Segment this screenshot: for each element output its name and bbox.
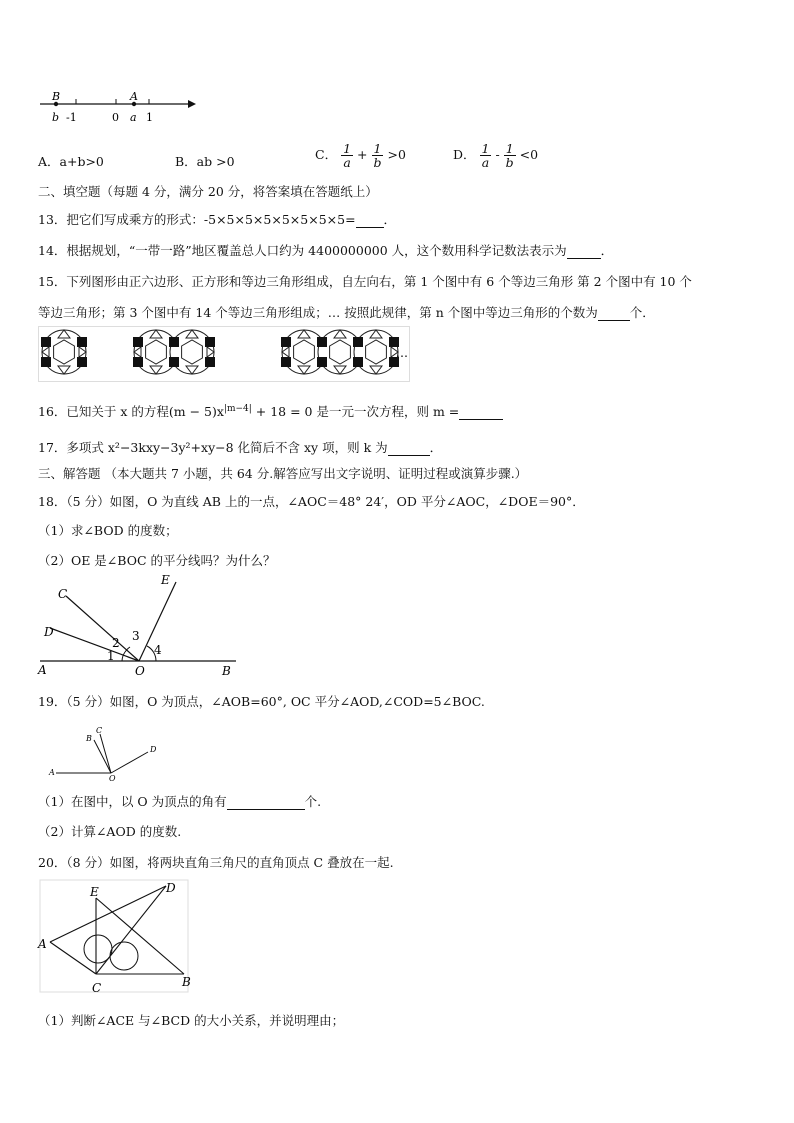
- question-18: 18．（5 分）如图，O 为直线 AB 上的一点，∠AOC＝48° 24′，OD 平分∠AOC，∠DOE＝90°．: [38, 494, 585, 509]
- triangle-rulers-figure: [36, 878, 194, 1000]
- number-line-figure: [38, 90, 203, 126]
- square-tile: [133, 357, 143, 367]
- option-d-tail: <0: [519, 147, 539, 162]
- question-14: 14．根据规划，“一带一路”地区覆盖总人口约为 4400000000 人，这个数用科学记数法表示为 ．: [38, 243, 614, 258]
- square-tile: [133, 337, 143, 347]
- square-tile: [205, 357, 215, 367]
- square-tile: [353, 337, 363, 347]
- plus-sign: +: [357, 147, 368, 162]
- question-20: 20．（8 分）如图，将两块直角三角尺的直角顶点 C 叠放在一起.: [38, 855, 394, 870]
- tick-label-0: 0: [112, 111, 119, 124]
- point-a-label: A: [38, 663, 47, 677]
- answer-blank: [227, 797, 305, 810]
- point-c-label: C: [92, 981, 102, 995]
- point-e-label: E: [161, 573, 170, 587]
- angle-figure-q18: [36, 572, 246, 680]
- point-d-label: D: [166, 881, 176, 895]
- angle-3-label: 3: [132, 629, 140, 643]
- angle-2-label: 2: [112, 636, 120, 650]
- section-2-heading: 二、填空题（每题 4 分，满分 20 分，将答案填在答题纸上）: [38, 184, 378, 199]
- point-a-label: A: [38, 937, 47, 951]
- fraction-1-over-b: $\frac{1}{b}$: [373, 141, 382, 170]
- fraction-1-over-a: $\frac{1}{a}$: [343, 141, 352, 170]
- question-15-line-1: 15．下列图形由正六边形、正方形和等边三角形组成，自左向右，第 1 个图中有 6 个等边三角形 第 2 个图中有 10 个: [38, 274, 692, 289]
- square-tile: [77, 357, 87, 367]
- point-a-label: A: [130, 90, 138, 103]
- point-c-label: C: [96, 726, 103, 735]
- question-19: 19．（5 分）如图，O 为顶点，∠AOB=60°, OC 平分∠AOD,∠COD=5∠BOC.: [38, 694, 485, 709]
- square-tile: [169, 337, 179, 347]
- square-tile: [41, 337, 51, 347]
- question-19-part-2: （2）计算∠AOD 的度数.: [38, 824, 182, 839]
- question-18-part-1: （1）求∠BOD 的度数；: [38, 523, 178, 538]
- tick-label-a: a: [130, 111, 137, 124]
- tick-label-1: 1: [146, 111, 153, 124]
- option-d: [453, 142, 538, 169]
- point-d-label: D: [150, 745, 157, 754]
- option-c-prefix: C．: [315, 147, 338, 162]
- question-17: 17．多项式 x²−3kxy−3y²+xy−8 化简后不含 xy 项，则 k 为 ．: [38, 440, 443, 455]
- answer-blank: [459, 407, 503, 420]
- point-o-label: O: [135, 664, 145, 678]
- angle-1-label: 1: [107, 649, 115, 663]
- square-tile: [41, 357, 51, 367]
- fraction-1-over-b: $\frac{1}{b}$: [505, 141, 514, 170]
- question-19-part-1: （1）在图中，以 O 为顶点的角有 个.: [38, 794, 322, 809]
- point-c-label: C: [58, 587, 68, 601]
- option-a: A．a+b>0: [38, 154, 104, 169]
- point-o-label: O: [109, 774, 116, 783]
- hexagon-pattern-figure: [38, 326, 410, 382]
- option-b: B．ab >0: [175, 154, 235, 169]
- pattern-continuation-dots: …: [396, 346, 408, 360]
- point-e-label: E: [90, 885, 99, 899]
- fraction-1-over-a: $\frac{1}{a}$: [481, 141, 490, 170]
- minus-sign: -: [495, 147, 500, 162]
- point-d-label: D: [44, 625, 54, 639]
- question-13: 13．把它们写成乘方的形式：-5×5×5×5×5×5×5×5= ．: [38, 212, 397, 227]
- option-d-prefix: D．: [453, 147, 476, 162]
- angle-4-label: 4: [154, 643, 162, 657]
- square-tile: [317, 357, 327, 367]
- section-3-heading: 三、解答题 （本大题共 7 小题，共 64 分.解答应写出文字说明、证明过程或演算步骤.）: [38, 466, 528, 481]
- question-16: 16．已知关于 x 的方程$(m - 5)x^{|m-4|} + 18 = 0$ 是一元一次方程，则 m =: [38, 402, 503, 420]
- question-20-part-1: （1）判断∠ACE 与∠BCD 的大小关系，并说明理由；: [38, 1013, 345, 1028]
- answer-blank: [356, 215, 384, 228]
- option-c: [315, 142, 406, 169]
- point-a-label: A: [49, 768, 55, 777]
- square-tile: [281, 357, 291, 367]
- point-b-label: B: [222, 664, 231, 678]
- question-15-line-2: 等边三角形；第 3 个图中有 14 个等边三角形组成；… 按照此规律，第 n 个图中等边三角形的个数为 个．: [38, 305, 655, 320]
- tick-label-neg1: -1: [66, 111, 77, 124]
- answer-blank: [567, 246, 601, 259]
- angle-figure-q19: [46, 722, 166, 784]
- square-tile: [205, 337, 215, 347]
- square-tile: [353, 357, 363, 367]
- square-tile: [169, 357, 179, 367]
- point-b-label: B: [182, 975, 191, 989]
- tick-label-b: b: [52, 111, 60, 124]
- question-18-part-2: （2）OE 是∠BOC 的平分线吗？为什么？: [38, 553, 276, 568]
- point-b-label: B: [52, 90, 61, 103]
- option-c-tail: >0: [387, 147, 406, 162]
- square-tile: [77, 337, 87, 347]
- answer-blank: [388, 443, 430, 456]
- square-tile: [317, 337, 327, 347]
- square-tile: [281, 337, 291, 347]
- answer-blank: [598, 308, 630, 321]
- point-b-label: B: [86, 734, 92, 743]
